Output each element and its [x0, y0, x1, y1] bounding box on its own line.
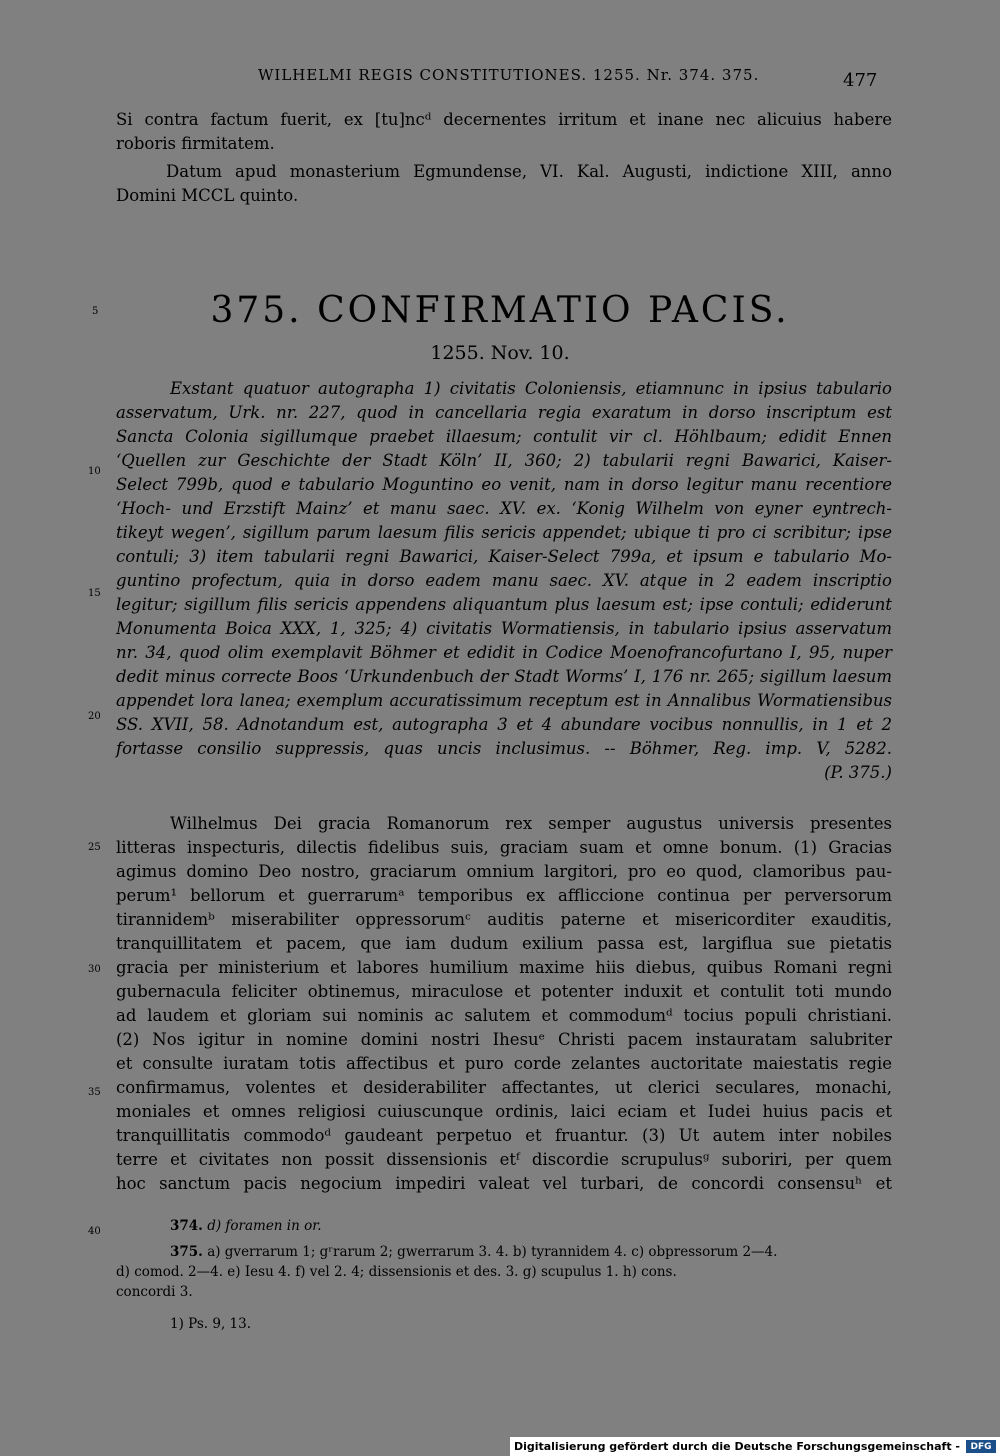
document-title: 375. CONFIRMATIO PACIS. [210, 290, 790, 331]
text-line: hoc sanctum pacis negocium impediri valeat vel turbari, de concordi consensuʰ et [116, 1174, 892, 1193]
dfg-logo-icon: DFG [966, 1440, 996, 1453]
text-line: legitur; sigillum filis sericis appendens aliquantum plus laesum est; ipse contuli; ediderunt [116, 595, 892, 614]
text-line: roboris firmitatem. [116, 134, 275, 153]
line-number: 15 [88, 588, 101, 599]
text-line: Datum apud monasterium Egmundense, VI. Kal. Augusti, indictione XIII, anno [166, 162, 892, 181]
text-line: tirannidemᵇ miserabiliter oppressorumᶜ auditis paterne et misericorditer exauditis, [116, 910, 892, 929]
text-line: tranquillitatis commodoᵈ gaudeant perpetuo et fruantur. (3) Ut autem inter nobiles [116, 1126, 892, 1145]
text-line: ad laudem et gloriam sui nominis ac salutem et commodumᵈ tocius populi christiani. [116, 1006, 892, 1025]
note-text: d) comod. 2—4. e) Iesu 4. f) vel 2. 4; dissensionis et des. 3. g) scupulus 1. h) cons. [116, 1264, 677, 1280]
text-line: (P. 375.) [824, 763, 892, 782]
text-line: appendet lora lanea; exemplum accuratissimum receptum est in Annalibus Wormatiensibus [116, 691, 892, 710]
note-374 [170, 1216, 321, 1236]
line-number: 10 [88, 466, 101, 477]
text-line: (2) Nos igitur in nomine domini nostri Ihesuᵉ Christi pacem instauratam salubriter [116, 1030, 892, 1049]
text-line: litteras inspecturis, dilectis fidelibus suis, graciam suam et omne bonum. (1) Gracias [116, 838, 892, 857]
line-number: 35 [88, 1087, 101, 1098]
text-line: contuli; 3) item tabularii regni Bawarici, Kaiser-Select 799a, et ipsum e tabulario Mo- [116, 547, 892, 566]
text-line: gubernacula feliciter obtinemus, miraculose et potenter induxit et contulit toti mundo [116, 982, 892, 1001]
text-line: Monumenta Boica XXX, 1, 325; 4) civitatis Wormatiensis, in tabulario ipsius asservatum [116, 619, 892, 638]
footnote-1: 1) Ps. 9, 13. [170, 1316, 252, 1332]
page-number: 477 [843, 70, 878, 91]
text-line: nr. 34, quod olim exemplavit Böhmer et edidit in Codice Moenofrancofurtano I, 95, nuper [116, 643, 892, 662]
text-line: guntino profectum, quia in dorso eadem manu saec. XV. atque in 2 eadem inscriptio [116, 571, 892, 590]
note-text: d) foramen in or. [207, 1218, 322, 1234]
line-number: 20 [88, 711, 101, 722]
text-line: moniales et omnes religiosi cuiuscunque ordinis, laici eciam et Iudei huius pacis et [116, 1102, 892, 1121]
text-line: fortasse consilio suppressis, quas uncis inclusimus. -- Böhmer, Reg. imp. V, 5282. [116, 739, 892, 758]
text-line: agimus domino Deo nostro, graciarum omnium largitori, pro eo quod, clamoribus pau- [116, 862, 892, 881]
line-number: 40 [88, 1226, 101, 1237]
text-line: dedit minus correcte Boos ‘Urkundenbuch der Stadt Worms’ I, 176 nr. 265; sigillum laesum [116, 667, 892, 686]
text-line: confirmamus, volentes et desiderabiliter affectantes, ut clerici seculares, monachi, [116, 1078, 892, 1097]
text-line: ‘Hoch- und Erzstift Mainz’ et manu saec. XV. ex. ‘Konig Wilhelm von eyner eyntrech- [116, 499, 892, 518]
text-line: et consulte iuratam totis affectibus et puro corde zelantes auctoritate maiestatis regie [116, 1054, 892, 1073]
text-line: gracia per ministerium et labores humilium maxime hiis diebus, quibus Romani regni [116, 958, 892, 977]
text-line: terre et civitates non possit dissensionis etᶠ discordie scrupulusᵍ suboriri, per quem [116, 1150, 892, 1169]
digitization-credit [510, 1437, 1000, 1456]
text-line: Domini MCCL quinto. [116, 186, 299, 205]
note-label: 374. [170, 1218, 203, 1234]
note-label: 375. [170, 1244, 203, 1260]
text-line: tranquillitatem et pacem, que iam dudum exilium passa est, largiflua sue pietatis [116, 934, 892, 953]
text-line: tikeyt wegen’, sigillum parum laesum filis sericis appendet; ubique ti pro ci scribitur; ipse [116, 523, 892, 542]
line-number: 5 [92, 306, 99, 317]
text-line: Exstant quatuor autographa 1) civitatis Coloniensis, etiamnunc in ipsius tabulario [170, 379, 892, 398]
text-line: Si contra factum fuerit, ex [tu]ncᵈ decernentes irritum et inane nec alicuius habere [116, 110, 892, 129]
main-text [116, 812, 892, 1202]
text-line: SS. XVII, 58. Adnotandum est, autographa 3 et 4 abundare vocibus nonnullis, in 1 et 2 [116, 715, 892, 734]
text-line: Wilhelmus Dei gracia Romanorum rex semper augustus universis presentes [170, 814, 892, 833]
intro-paragraph [116, 377, 892, 797]
note-text: concordi 3. [116, 1284, 193, 1300]
text-line: perum¹ bellorum et guerrarumᵃ temporibus ex affliccione continua per perversorum [116, 886, 892, 905]
note-375 [170, 1242, 777, 1262]
note-text: a) gverrarum 1; gʳrarum 2; gwerrarum 3. 4. b) tyrannidem 4. c) obpressorum 2—4. [207, 1244, 778, 1260]
text-line: Sancta Colonia sigillumque praebet illaesum; contulit vir cl. Höhlbaum; edidit Ennen [116, 427, 892, 446]
line-number: 30 [88, 964, 101, 975]
text-line: Select 799b, quod e tabulario Moguntino eo venit, nam in dorso legitur manu recentiore [116, 475, 892, 494]
running-title: WILHELMI REGIS CONSTITUTIONES. 1255. Nr. 374. 375. [258, 66, 760, 84]
document-date: 1255. Nov. 10. [430, 342, 570, 364]
text-line: ‘Quellen zur Geschichte der Stadt Köln’ II, 360; 2) tabularii regni Bawarici, Kaiser- [116, 451, 892, 470]
credit-text: Digitalisierung gefördert durch die Deutsche Forschungsgemeinschaft - [513, 1440, 960, 1453]
text-line: asservatum, Urk. nr. 227, quod in cancellaria regia exaratum in dorso inscriptum est [116, 403, 892, 422]
line-number: 25 [88, 842, 101, 853]
